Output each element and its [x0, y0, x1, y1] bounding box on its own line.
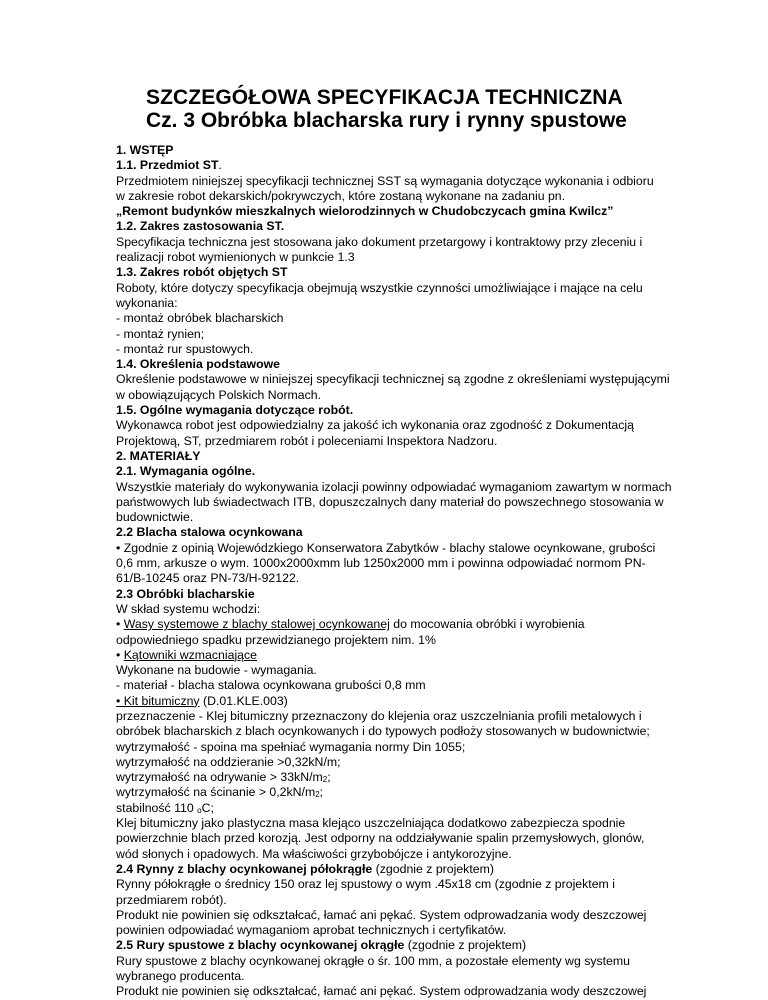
section-heading: 1. WSTĘP	[116, 143, 174, 157]
heading-text: 1.1. Przedmiot ST	[116, 158, 219, 173]
paragraph-line: Wykonane na budowie - wymagania.	[116, 663, 317, 678]
subsection-heading: 2.3 Obróbki blacharskie	[116, 586, 255, 601]
line-text: ;	[319, 785, 324, 800]
bullet-text: do mocowania obróbki i wyrobienia	[389, 617, 585, 632]
paragraph-line: odpowiedniego spadku przewidzianego projektem nim. 1%	[116, 632, 436, 647]
paragraph-line: Przedmiotem niniejszej specyfikacji technicznej SST są wymagania dotyczące wykonania i odbioru	[116, 173, 654, 188]
heading-text: 2.4 Rynny z blachy ocynkowanej półokrągłe	[116, 861, 373, 876]
paragraph-line	[116, 770, 656, 785]
section-heading: 2. MATERIAŁY	[116, 448, 201, 463]
paragraph-line: wykonania:	[116, 295, 178, 310]
paragraph-line: budownictwie.	[116, 510, 194, 525]
subsection-heading: 2.1. Wymagania ogólne.	[116, 464, 256, 479]
document-body	[116, 143, 672, 1000]
paragraph-line: powierzchnie blach przed korozją. Jest odporny na oddziaływanie spalin przemysłowych, glonów,	[116, 831, 645, 846]
line-text: wytrzymałość na odrywanie > 33kN/m	[116, 770, 323, 785]
subscript: 2	[315, 790, 320, 800]
bullet-line	[116, 617, 656, 632]
bullet: •	[116, 617, 124, 632]
paragraph-line: Wszystkie materiały do wykonywania izolacji powinny odpowiadać wymaganiom zawartym w normach	[116, 479, 672, 494]
underlined-term: Kątowniki wzmacniające	[123, 647, 258, 662]
subscript: 2	[322, 775, 328, 785]
heading-text: 2.5 Rury spustowe z blachy ocynkowanej okrągłe	[116, 938, 405, 953]
bullet: •	[116, 647, 124, 662]
paragraph-line: 61/B-10245 oraz PN-73/H-92122.	[116, 571, 300, 586]
line-text: ;	[327, 770, 331, 785]
paragraph-line: w zakresie robot dekarskich/pokrywczych, które zostaną wykonane na zadaniu pn.	[116, 188, 566, 203]
subsection-heading: 1.5. Ogólne wymagania dotyczące robót.	[116, 403, 354, 418]
paragraph-line: w obowiązujących Polskich Normach.	[116, 387, 322, 402]
paragraph-line: wód słonych i opadowych. Ma właściwości grzybobójcze i antykorozyjne.	[116, 846, 512, 861]
underlined-term: Wasy systemowe z blachy stalowej ocynkowanej	[123, 617, 390, 632]
paragraph-line: 0,6 mm, arkusze o wym. 1000x2000xmm lub 1250x2000 mm i powinna odpowiadać normom PN-	[116, 556, 646, 571]
paragraph-line: przeznaczenie - Klej bitumiczny przeznaczony do klejenia oraz uszczelniania profili metalowych i	[116, 708, 642, 723]
underlined-term: • Kit bitumiczny	[116, 693, 200, 708]
list-item: - montaż rur spustowych.	[116, 341, 254, 356]
paragraph-line	[116, 801, 656, 816]
paragraph-line: Projektową, ST, przedmiarem robót i poleceniami Inspektora Nadzoru.	[116, 433, 498, 448]
subsection-heading: 1.3. Zakres robót objętych ST	[116, 265, 288, 280]
list-item: - materiał - blacha stalowa ocynkowana grubości 0,8 mm	[116, 678, 426, 693]
line-text: wytrzymałość na ścinanie > 0,2kN/m	[116, 785, 316, 800]
line-text: stabilność 110	[116, 800, 198, 815]
heading-note: (zgodnie z projektem)	[372, 861, 494, 876]
document-title: SZCZEGÓŁOWA SPECYFIKACJA TECHNICZNA	[146, 86, 623, 109]
subsection-heading: 2.2 Blacha stalowa ocynkowana	[116, 525, 303, 540]
paragraph-line: Rury spustowe z blachy ocynkowanej okrągłe o śr. 100 mm, a pozostałe elementy wg systemu	[116, 953, 630, 968]
subsection-heading	[116, 158, 656, 173]
document-subtitle: Cz. 3 Obróbka blacharska rury i rynny spustowe	[146, 109, 627, 132]
paragraph-line: Rynny półokrągłe o średnicy 150 oraz lej spustowy o wym .45x18 cm (zgodnie z projektem i	[116, 877, 615, 892]
list-item: - montaż rynien;	[116, 326, 205, 341]
paragraph-line: Specyfikacja techniczna jest stosowana jako dokument przetargowy i kontraktowy przy zleceniu i	[116, 234, 643, 249]
paragraph-line: Produkt nie powinien się odkształcać, łamać ani pękać. System odprowadzania wody deszczowej	[116, 907, 647, 922]
paragraph-line: wybranego producenta.	[116, 969, 245, 984]
subscript: o	[197, 805, 202, 815]
list-item: - montaż obróbek blacharskich	[116, 311, 284, 326]
paragraph-line	[116, 785, 656, 800]
paragraph-line: Określenie podstawowe w niniejszej specyfikacji technicznej są zgodne z określeniami występującymi	[116, 372, 670, 387]
paragraph-line: W skład systemu wchodzi:	[116, 601, 261, 616]
paragraph-line: Klej bitumiczny jako plastyczna masa klejąco uszczelniająca dodatkowo zabezpiecza spodnie	[116, 816, 626, 831]
paragraph-line: Produkt nie powinien się odkształcać, łamać ani pękać. System odprowadzania wody deszczowej	[116, 984, 647, 999]
line-text: C;	[201, 800, 214, 815]
subsection-heading	[116, 938, 656, 953]
paragraph-line: przedmiarem robót).	[116, 892, 227, 907]
paragraph-line: państwowych lub świadectwach ITB, dopuszczalnych dany materiał do powszechnego stosowania w	[116, 494, 664, 509]
heading-punct: .	[218, 158, 222, 173]
project-name: „Remont budynków mieszkalnych wielorodzinnych w Chudobczycach gmina Kwilcz”	[116, 204, 614, 219]
paragraph-line: Wykonawca robot jest odpowiedzialny za jakość ich wykonania oraz zgodność z Dokumentacją	[116, 418, 634, 433]
subsection-heading: 1.2. Zakres zastosowania ST.	[116, 219, 285, 234]
paragraph-line: powinien odpowiadać wymaganiom aprobat technicznych i certyfikatów.	[116, 923, 507, 938]
paragraph-line: wytrzymałość - spoina ma spełniać wymagania normy Din 1055;	[116, 739, 466, 754]
bullet-line	[116, 648, 656, 663]
subsection-heading: 1.4. Określenia podstawowe	[116, 357, 281, 372]
heading-note: (zgodnie z projektem)	[404, 938, 527, 953]
bullet-text: (D.01.KLE.003)	[199, 693, 288, 708]
paragraph-line: Roboty, które dotyczy specyfikacja obejmują wszystkie czynności umożliwiające i mające na celu	[116, 280, 643, 295]
paragraph-line: wytrzymałość na oddzieranie >0,32kN/m;	[116, 754, 341, 769]
document-page	[116, 86, 672, 1000]
subsection-heading	[116, 862, 656, 877]
paragraph-line: realizacji robot wymienionych w punkcie 1.3	[116, 250, 355, 265]
bullet-line	[116, 694, 656, 709]
paragraph-line: • Zgodnie z opinią Wojewódzkiego Konserwatora Zabytków - blachy stalowe ocynkowane, grubości	[116, 540, 656, 555]
paragraph-line: obróbek blacharskich z blach ocynkowanych i do typowych podłoży stosowanych w budownictwie;	[116, 724, 650, 739]
